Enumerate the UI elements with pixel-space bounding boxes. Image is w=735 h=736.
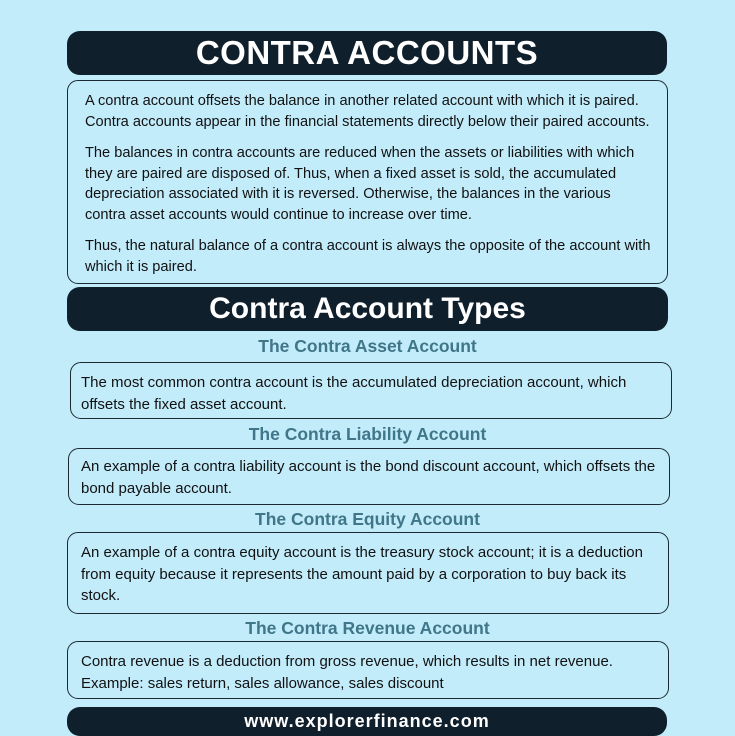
contra-revenue-heading: The Contra Revenue Account [245, 618, 490, 638]
contra-equity-heading: The Contra Equity Account [255, 509, 480, 529]
contra-revenue-card [67, 641, 669, 699]
types-title: Contra Account Types [67, 287, 668, 331]
intro-paragraph-2: The balances in contra accounts are reduced when the assets or liabilities with which they are paired are disposed of. Thus, when a fixed asset is sold, the accumulated depreciation associated with it is reversed. Otherwise, the balances in the various contra asset accounts would continue to increase over time. [85, 145, 635, 223]
page-title: CONTRA ACCOUNTS [67, 31, 667, 75]
contra-equity-card [67, 532, 669, 614]
contra-asset-text: The most common contra account is the accumulated depreciation account, which offsets the fixed asset account. [81, 374, 627, 413]
contra-equity-text: An example of a contra equity account is the treasury stock account; it is a deduction from equity because it represents the amount paid by a corporation to buy back its stock. [81, 544, 643, 604]
contra-liability-heading: The Contra Liability Account [248, 424, 487, 444]
intro-paragraph-3: Thus, the natural balance of a contra account is always the opposite of the account with which it is paired. [85, 238, 651, 275]
intro-box [67, 80, 668, 284]
contra-asset-card [70, 362, 672, 419]
intro-paragraph-1: A contra account offsets the balance in another related account with which it is paired. Contra accounts appear in the financial statements directly below their paired accounts. [85, 93, 650, 130]
contra-revenue-text: Contra revenue is a deduction from gross revenue, which results in net revenue. Example: sales return, sales allowance, sales discount [81, 653, 613, 692]
contra-asset-heading: The Contra Asset Account [258, 336, 477, 356]
contra-liability-card [68, 448, 670, 505]
contra-liability-text: An example of a contra liability account is the bond discount account, which offsets the bond payable account. [81, 458, 656, 497]
footer-website[interactable]: www.explorerfinance.com [67, 707, 667, 736]
